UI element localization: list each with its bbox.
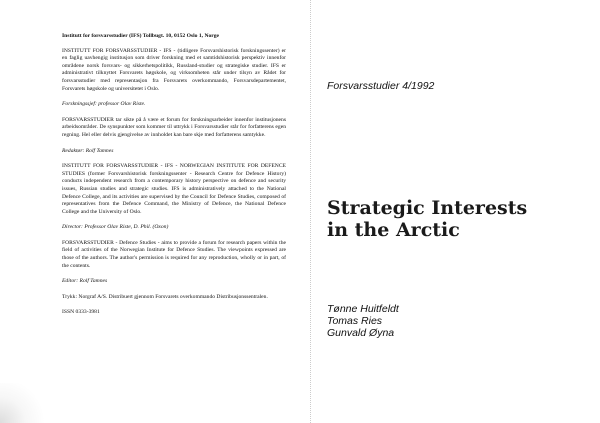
editor-no: Redaktør: Rolf Tamnes — [62, 147, 114, 154]
print-info: Trykk: Norgraf A/S. Distribuert gjennom Forsvarets overkommando Distribusjonssentralen. — [62, 293, 268, 300]
author: Gunvald Øyna — [327, 327, 395, 339]
title-line-1: Strategic Interests — [327, 197, 528, 219]
document-title — [327, 197, 527, 241]
scan-artifact — [0, 383, 50, 423]
paragraph-en-institute: INSTITUTT FOR FORSVARSSTUDIER - IFS - NORWEGIAN INSTITUTE FOR DEFENCE STUDIES (former Forsvarshistorisk forskningssenter - Research Centre for Defence History) conducts independent research from a contemporary history perspective on defence and security issues, Russian studies and strategic studies. IFS is administratively attached to the National Defence College, and its activities are supervised by the Council for Defence Studies, composed of representatives from the Defence Command, the Ministry of Defence, the National Defence College and the University of Oslo. — [62, 163, 286, 215]
editor-en: Editor: Rolf Tamnes — [62, 278, 108, 285]
title-line-2: in the Arctic — [327, 219, 460, 241]
paragraph-no-series: FORSVARSSTUDIER tar sikte på å være et forum for forskningsarbeider innenfor institusjonens arbeidsområder. De synspunkter som kommer til uttrykk i Forsvarsstudier står for forfatterens egen regning. Hel eller delvis gjengivelse av innholdet kan bare skje med forfatterens samtykke. — [62, 116, 286, 138]
paragraph-en-series: FORSVARSSTUDIER - Defence Studies - aims to provide a forum for research papers within the field of activities of the Norwegian Institute for Defence Studies. The viewpoints expressed are those of the authors. The author's permission is required for any reproduction, wholly or in part, of the contents. — [62, 239, 286, 269]
director-en: Director: Professor Olav Riste, D. Phil. (Oxon) — [62, 224, 169, 231]
issn: ISSN 0333-3981 — [62, 309, 100, 316]
page-fold — [310, 0, 312, 423]
authors — [327, 303, 399, 339]
paragraph-no-institute: INSTITUTT FOR FORSVARSSTUDIER - IFS - (tidligere Forsvarshistorisk forskningssenter) er en faglig uavhengig institusjon som driver forskning med et samtidshistorisk perspektiv innenfor områdene norsk forsvars- og sikkerhetspolitikk, Russland-studier og strategiske studier. IFS er administrativt tilknyttet Forsvarets høgskole, og virksomheten står under tilsyn av Rådet for forsvarsstudier med representasjon fra Forsvarets overkommando, Forsvarsdepartementet, Forsvarets høgskole og universitetet i Oslo. — [62, 47, 286, 92]
series-label: Forsvarsstudier 4/1992 — [327, 80, 435, 92]
institute-address: Institutt for forsvarsstudier (IFS) Tollbugt. 10, 0152 Oslo 1, Norge — [62, 33, 220, 39]
author: Tomas Ries — [327, 315, 383, 327]
director-no: Forskningssjef: professor Olav Riste. — [62, 101, 146, 108]
author: Tønne Huitfeldt — [327, 303, 399, 315]
colophon-page — [62, 33, 286, 325]
